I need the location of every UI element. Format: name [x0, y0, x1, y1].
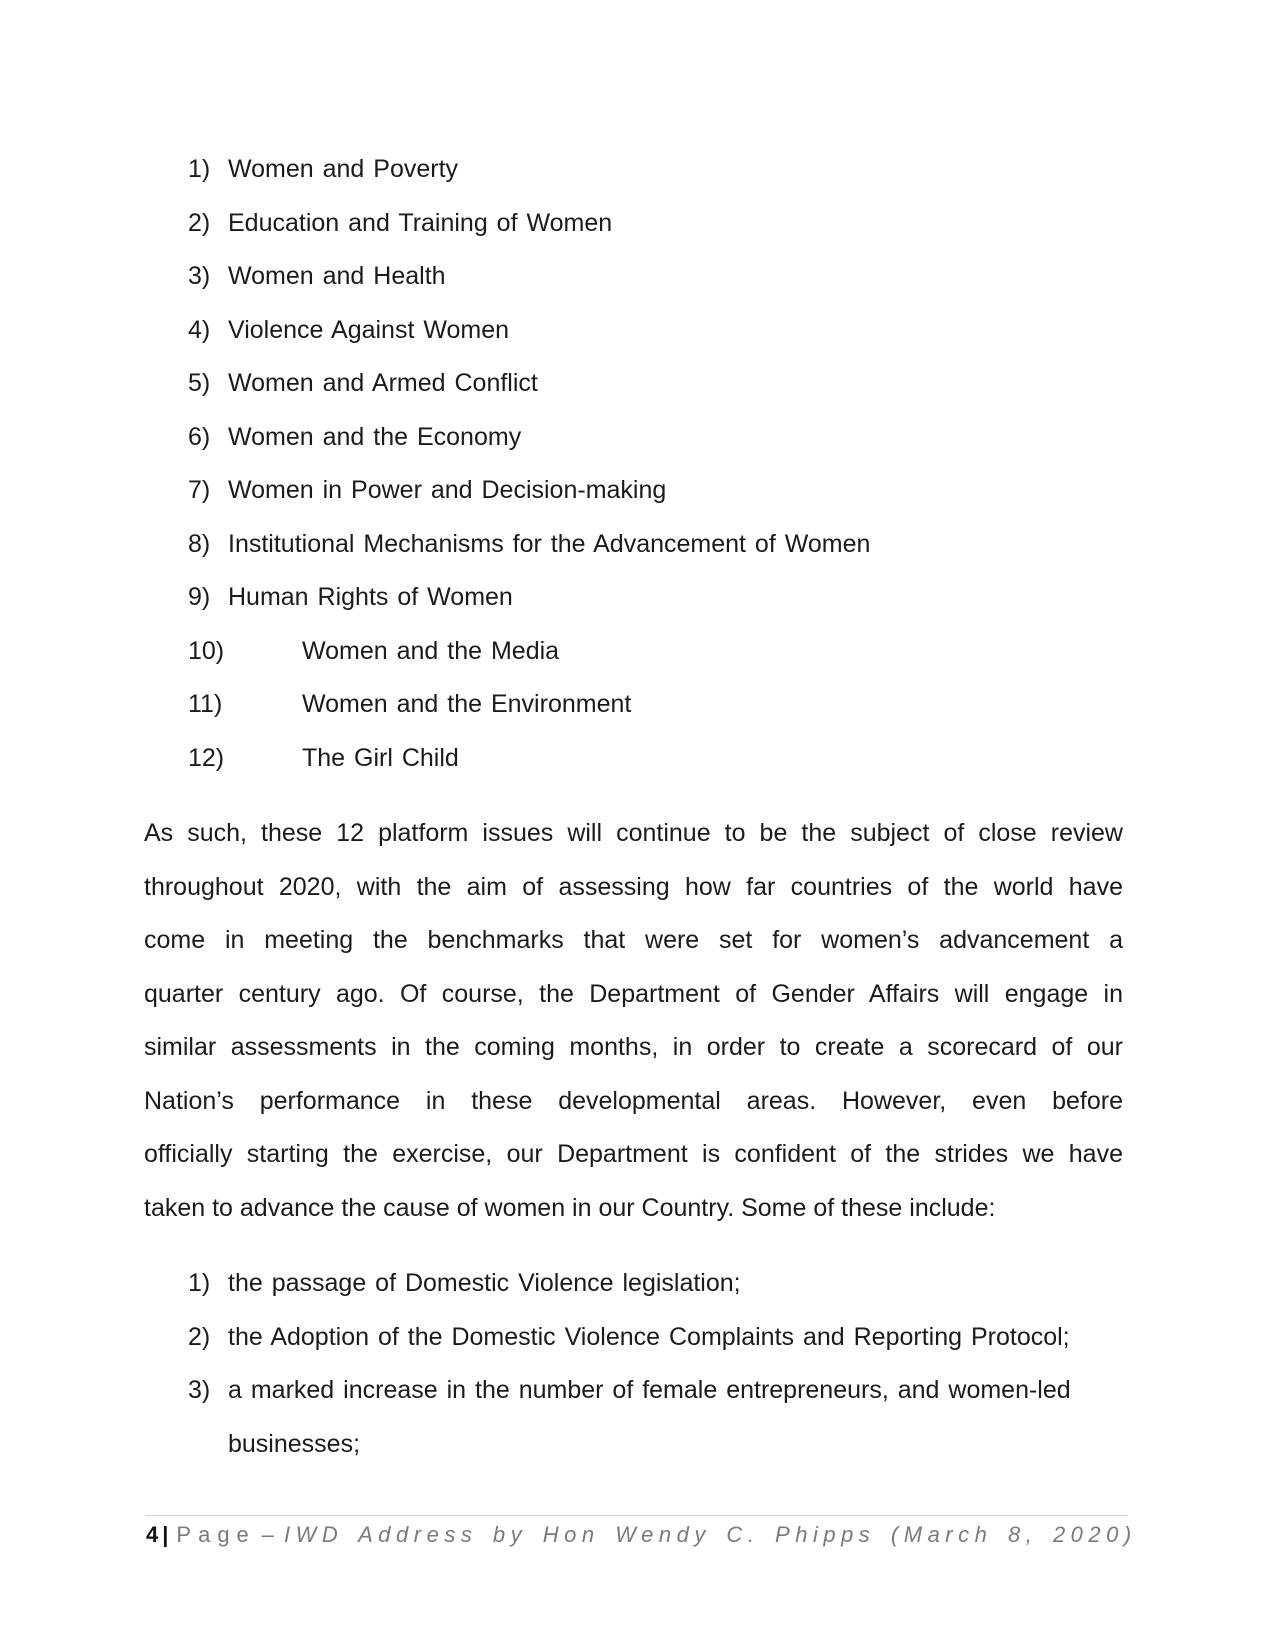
list-item-number: 12)	[188, 743, 225, 772]
paragraph-line: come in meeting the benchmarks that were set for women’s advancement a	[144, 926, 1123, 954]
list-item-text: Women in Power and Decision-making	[228, 476, 667, 504]
list-item-number: 6)	[188, 422, 211, 451]
page-footer	[146, 1515, 1137, 1550]
list-item-text: the passage of Domestic Violence legislation;	[228, 1269, 741, 1297]
list-item	[144, 411, 1123, 465]
list-item-number: 1)	[188, 1269, 211, 1297]
list-item-number: 3)	[188, 262, 211, 290]
footer-separator: |	[162, 1522, 169, 1547]
list-item	[144, 464, 1123, 518]
list-item	[144, 1364, 1123, 1418]
body-paragraph	[144, 807, 1123, 1235]
list-item-number: 4)	[188, 315, 211, 344]
paragraph-line: similar assessments in the coming months, in order to create a scorecard of our	[144, 1033, 1123, 1061]
list-item-number: 10)	[188, 636, 225, 665]
page-content	[144, 0, 1123, 1471]
list-item-text: a marked increase in the number of female entrepreneurs, and women-led	[228, 1376, 1071, 1404]
list-item	[144, 1311, 1123, 1365]
list-item	[144, 732, 1123, 786]
paragraph-line: throughout 2020, with the aim of assessing how far countries of the world have	[144, 872, 1123, 901]
paragraph-line: taken to advance the cause of women in our Country. Some of these include:	[144, 1193, 996, 1222]
list-item-text: Violence Against Women	[228, 315, 510, 344]
list-item-number: 7)	[188, 476, 211, 504]
list-item-text: Women and the Economy	[228, 422, 522, 451]
beijing-platform-list	[144, 143, 1123, 785]
list-item-text: Women and Health	[228, 262, 446, 290]
list-item	[144, 1257, 1123, 1311]
list-item	[144, 678, 1123, 732]
paragraph-line: quarter century ago. Of course, the Department of Gender Affairs will engage in	[144, 979, 1123, 1008]
list-item	[144, 143, 1123, 197]
footer-page-number: 4	[146, 1522, 160, 1547]
list-item	[144, 250, 1123, 304]
list-item	[144, 357, 1123, 411]
footer-document-title: IWD Address by Hon Wendy C. Phipps (March 8, 2020)	[284, 1522, 1137, 1547]
list-item-text: The Girl Child	[302, 743, 459, 772]
paragraph-line: As such, these 12 platform issues will continue to be the subject of close review	[144, 819, 1123, 847]
list-item	[144, 304, 1123, 358]
paragraph-line: Nation’s performance in these developmental areas. However, even before	[144, 1086, 1123, 1115]
list-item-text: Education and Training of Women	[228, 208, 613, 237]
achievements-list	[144, 1257, 1123, 1471]
list-item-continuation: businesses;	[228, 1429, 361, 1458]
list-item-number: 2)	[188, 208, 211, 237]
list-item	[144, 518, 1123, 572]
list-item-number: 2)	[188, 1322, 211, 1351]
footer-page-label: Page	[176, 1522, 256, 1547]
list-item-number: 1)	[188, 155, 211, 183]
list-item-text: Women and the Media	[302, 636, 560, 665]
list-item-text: Institutional Mechanisms for the Advancement of Women	[228, 529, 871, 558]
footer-dash: –	[261, 1522, 275, 1547]
list-item-text: the Adoption of the Domestic Violence Complaints and Reporting Protocol;	[228, 1322, 1070, 1351]
paragraph-line: officially starting the exercise, our Department is confident of the strides we have	[144, 1140, 1123, 1168]
list-item-text: Women and Armed Conflict	[228, 369, 538, 397]
list-item-number: 8)	[188, 529, 211, 558]
list-item	[144, 571, 1123, 625]
list-item-number: 5)	[188, 369, 211, 397]
list-item-number: 9)	[188, 583, 211, 611]
list-item-text: Women and the Environment	[302, 690, 632, 718]
list-item	[144, 625, 1123, 679]
list-item	[144, 197, 1123, 251]
list-item-number: 11)	[188, 690, 223, 718]
list-item-text: Human Rights of Women	[228, 583, 513, 611]
list-item-text: Women and Poverty	[228, 155, 459, 183]
list-item-number: 3)	[188, 1376, 211, 1404]
